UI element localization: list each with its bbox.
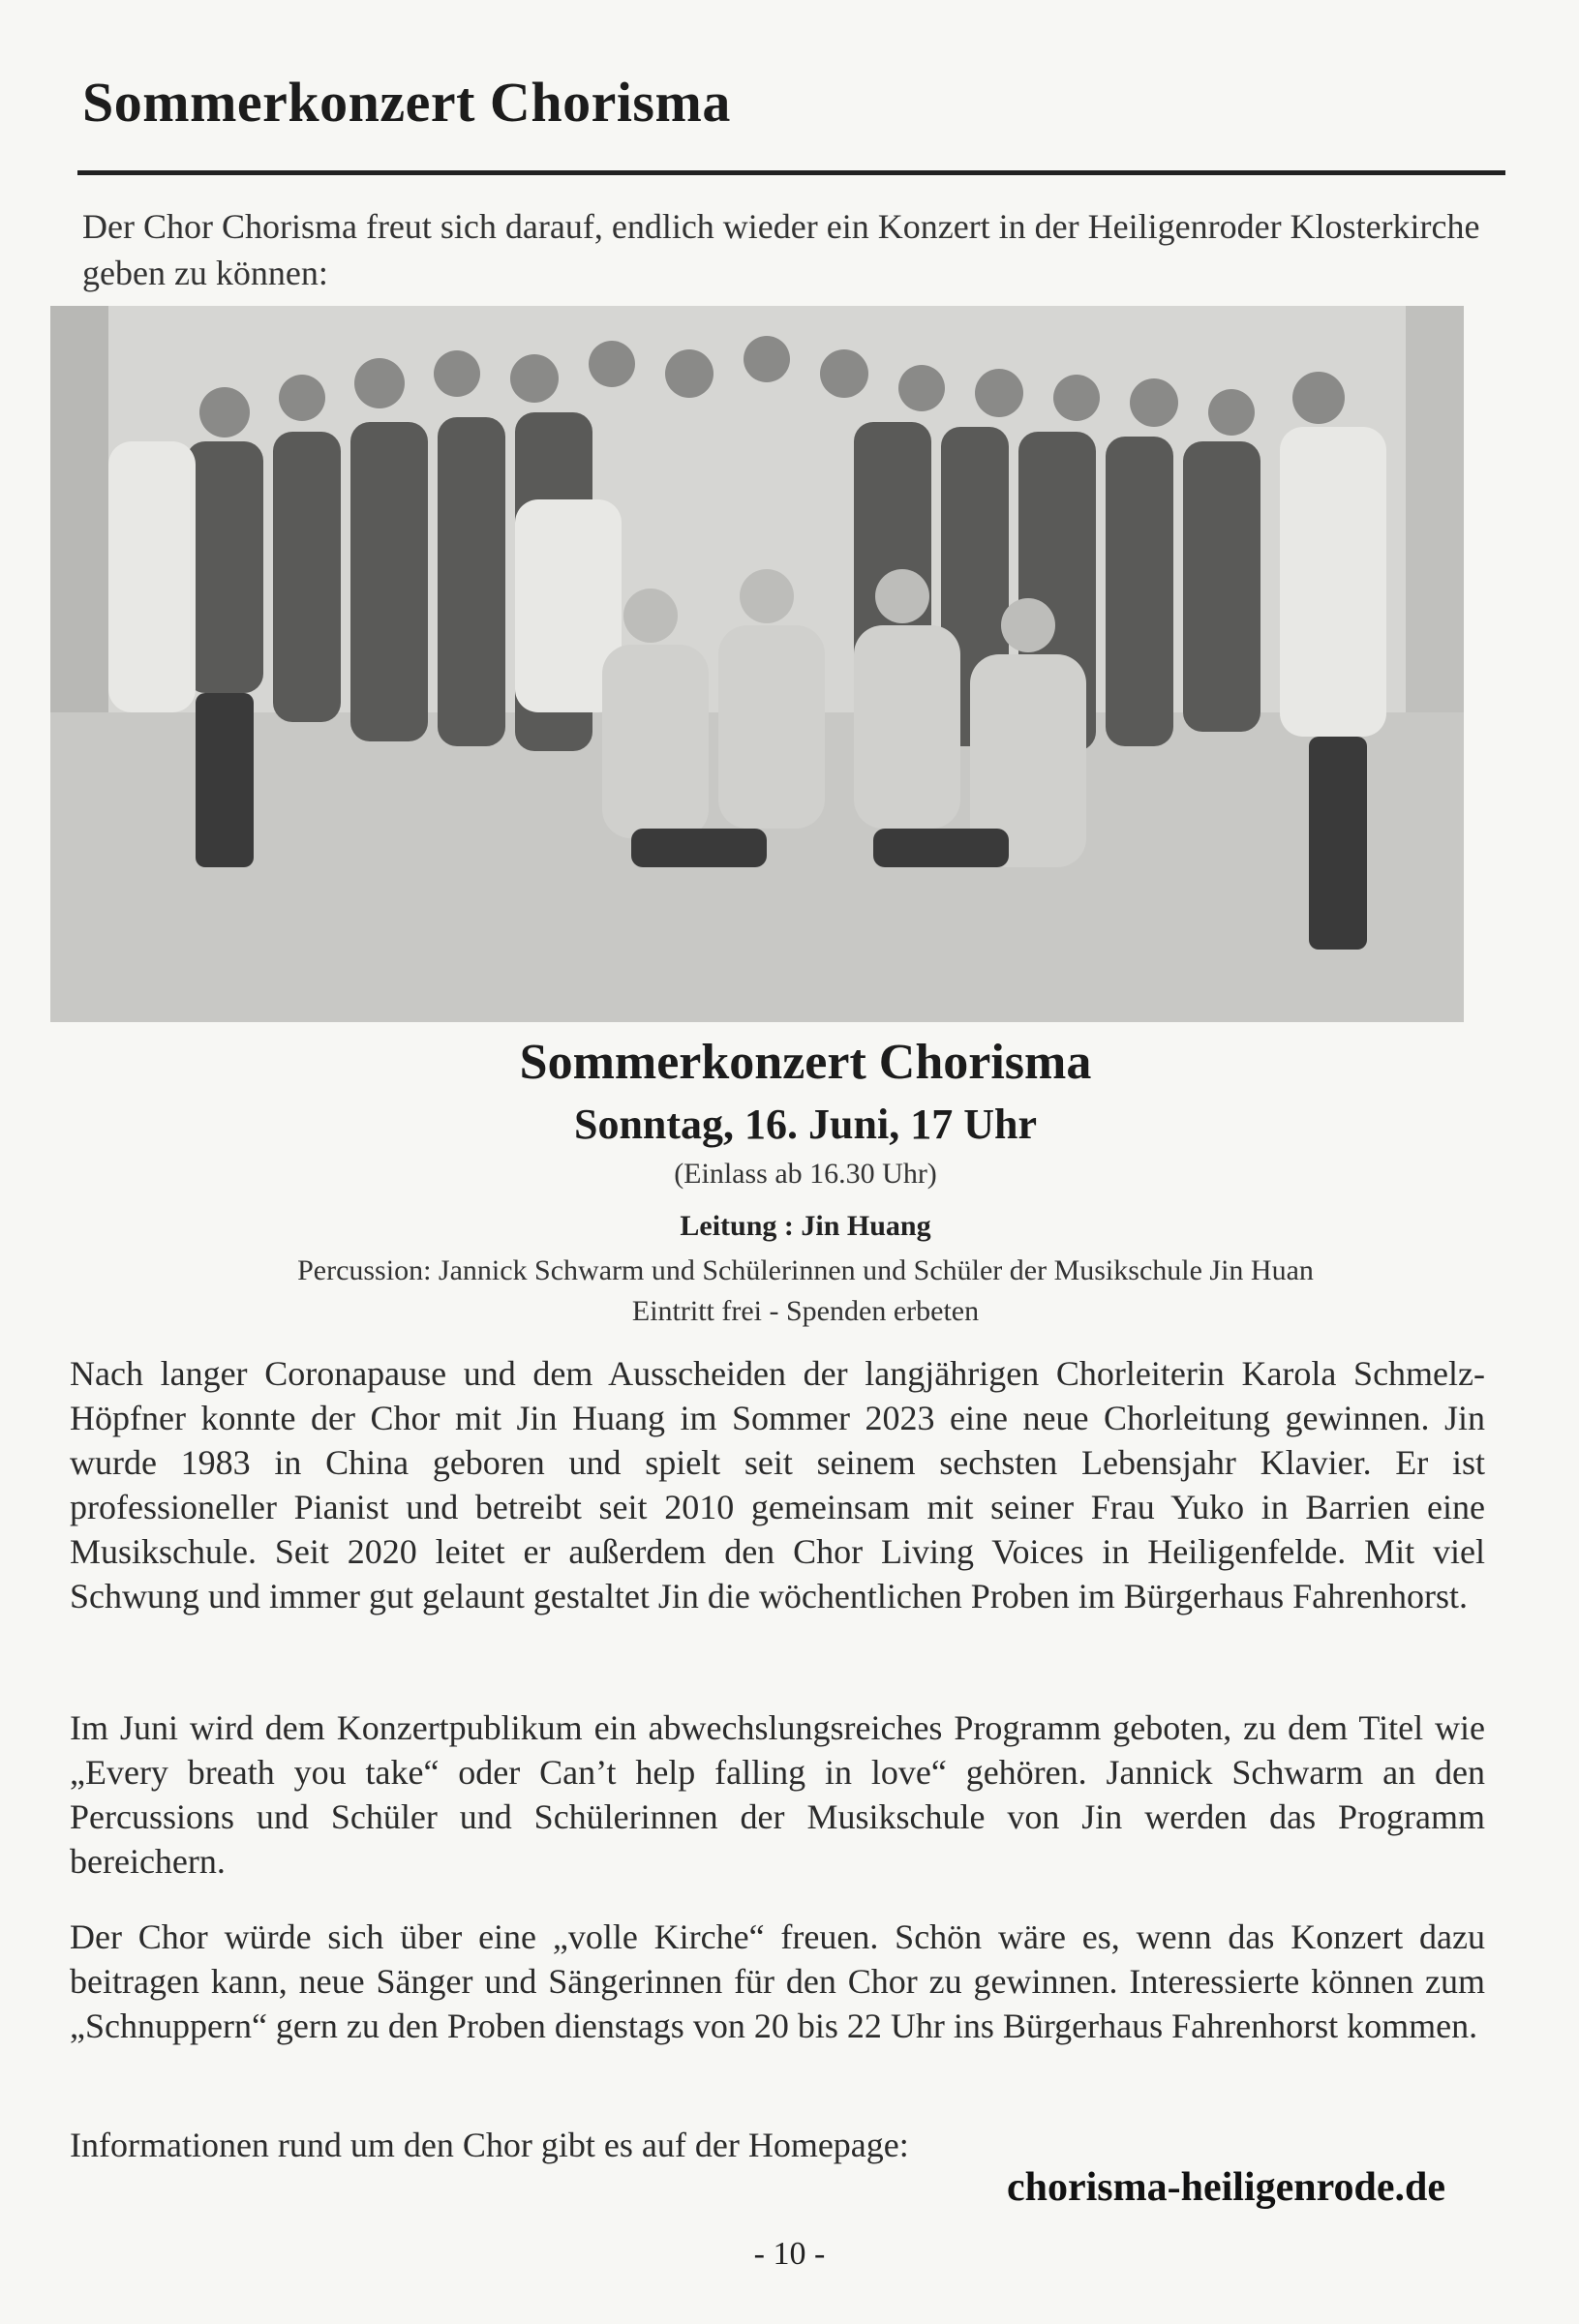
- paragraph-director: Nach langer Coronapause und dem Ausscheiden der langjährigen Chorleiterin Karola Schmelz-Höpfner konnte der Chor mit Jin Huang im Sommer 2023 eine neue Chorleitung gewinnen. Jin wurde 1983 in China geboren und spielt seit seinem sechsten Lebensjahr Klavier. Er ist professioneller Pianist und betreibt seit 2010 gemeinsam mit seiner Frau Yuko in Barrien eine Musikschule. Seit 2020 leitet er außerdem den Chor Living Voices in Heiligenfelde. Mit viel Schwung und immer gut gelaunt gestaltet Jin die wöchentlichen Proben im Bürgerhaus Fahrenhorst.: [70, 1354, 1485, 1615]
- event-entry-time: (Einlass ab 16.30 Uhr): [674, 1158, 937, 1190]
- event-admission: Eintritt frei - Spenden erbeten: [631, 1295, 980, 1327]
- event-percussion: Percussion: Jannick Schwarm und Schülerinnen und Schüler der Musikschule Jin Huan: [297, 1254, 1314, 1286]
- paragraph-program: Im Juni wird dem Konzertpublikum ein abwechslungsreiches Programm geboten, zu dem Titel wie „Every breath you take“ oder Can’t help falling in love“ gehören. Jannick Schwarm an den Percussions und Schüler und Schülerinnen der Musikschule von Jin werden das Programm bereichern.: [70, 1708, 1485, 1881]
- event-leader: Leitung : Jin Huang: [680, 1210, 931, 1242]
- page-title: Sommerkonzert Chorisma: [82, 71, 731, 134]
- intro-text: Der Chor Chorisma freut sich darauf, endlich wieder ein Konzert in der Heiligenroder Klosterkirche geben zu können:: [82, 207, 1480, 292]
- event-date: Sonntag, 16. Juni, 17 Uhr: [573, 1101, 1037, 1148]
- paragraph-invitation: Der Chor würde sich über eine „volle Kirche“ freuen. Schön wäre es, wenn das Konzert dazu beitragen kann, neue Sänger und Sängerinnen für den Chor zu gewinnen. Interessierte können zum „Schnuppern“ gern zu den Proben dienstags von 20 bis 22 Uhr ins Bürgerhaus Fahrenhorst kommen.: [70, 1917, 1485, 2045]
- event-title: Sommerkonzert Chorisma: [519, 1035, 1092, 1090]
- choir-photo-illustration: [50, 306, 1464, 1022]
- paragraph-homepage: Informationen rund um den Chor gibt es auf der Homepage:: [70, 2126, 909, 2164]
- page-number: - 10 -: [753, 2236, 826, 2272]
- website-link[interactable]: chorisma-heiligenrode.de: [1006, 2165, 1445, 2210]
- title-divider: [77, 170, 1505, 175]
- choir-group-photo: [50, 306, 1464, 1022]
